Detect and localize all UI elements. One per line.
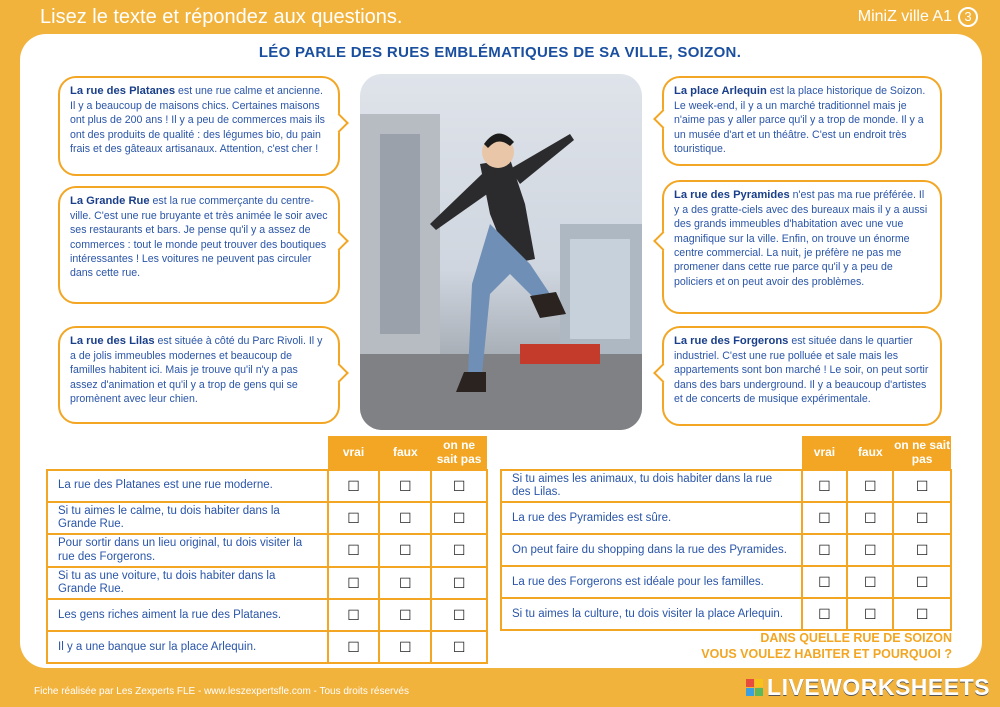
liveworksheets-brand: LIVEWORKSHEETS bbox=[767, 674, 990, 700]
checkbox-on-ne-sait-pas[interactable]: ☐ bbox=[431, 502, 487, 534]
bubble-forgerons-text: est située dans le quartier industriel. C'est une rue polluée et sale mais les appartements sont bon marché ! Le soir, on peut sortir dans des bars underground. Il y a beaucoup d'artistes et de concerts de musique expérimentale. bbox=[674, 335, 929, 405]
bubble-lilas-name: La rue des Lilas bbox=[70, 335, 155, 347]
bubble-grande-rue bbox=[58, 186, 340, 304]
photo-illustration bbox=[360, 74, 642, 430]
checkbox-on-ne-sait-pas[interactable]: ☐ bbox=[431, 534, 487, 566]
question-text: Si tu aimes la culture, tu dois visiter la place Arlequin. bbox=[501, 598, 802, 630]
final-question-line2: VOUS VOULEZ HABITER ET POURQUOI ? bbox=[701, 647, 952, 662]
checkbox-faux[interactable]: ☐ bbox=[379, 470, 431, 502]
checkbox-on-ne-sait-pas[interactable]: ☐ bbox=[893, 502, 951, 534]
checkbox-vrai[interactable]: ☐ bbox=[328, 599, 380, 631]
checkbox-faux[interactable]: ☐ bbox=[847, 566, 893, 598]
checkbox-vrai[interactable]: ☐ bbox=[328, 470, 380, 502]
checkbox-vrai[interactable]: ☐ bbox=[328, 534, 380, 566]
table-left bbox=[46, 436, 488, 664]
checkbox-on-ne-sait-pas[interactable]: ☐ bbox=[893, 470, 951, 502]
checkbox-faux[interactable]: ☐ bbox=[379, 599, 431, 631]
checkbox-on-ne-sait-pas[interactable]: ☐ bbox=[431, 599, 487, 631]
final-question bbox=[701, 630, 952, 663]
checkbox-vrai[interactable]: ☐ bbox=[802, 534, 848, 566]
table-row bbox=[501, 470, 951, 502]
table-row bbox=[47, 502, 487, 534]
bubble-platanes bbox=[58, 76, 340, 176]
table-row bbox=[47, 534, 487, 566]
footer-credit: Fiche réalisée par Les Zexperts FLE - www.leszexpertsfle.com - Tous droits réservés bbox=[34, 686, 409, 697]
bubble-platanes-name: La rue des Platanes bbox=[70, 85, 176, 97]
checkbox-on-ne-sait-pas[interactable]: ☐ bbox=[893, 598, 951, 630]
checkbox-vrai[interactable]: ☐ bbox=[328, 631, 380, 663]
bubble-pyramides bbox=[662, 180, 942, 314]
bubble-forgerons-name: La rue des Forgerons bbox=[674, 335, 789, 347]
worksheet-code bbox=[858, 7, 978, 27]
table-row bbox=[501, 566, 951, 598]
worksheet-code-label: MiniZ ville A1 bbox=[857, 8, 952, 25]
photo-leo bbox=[360, 74, 642, 430]
checkbox-faux[interactable]: ☐ bbox=[847, 502, 893, 534]
bubble-lilas bbox=[58, 326, 340, 424]
table-row bbox=[501, 502, 951, 534]
final-question-line1: DANS QUELLE RUE DE SOIZON bbox=[760, 631, 952, 645]
table-row bbox=[47, 567, 487, 599]
table-row bbox=[47, 470, 487, 502]
question-text: On peut faire du shopping dans la rue des Pyramides. bbox=[501, 534, 802, 566]
liveworksheets-logo-icon bbox=[746, 679, 763, 696]
table-row bbox=[501, 534, 951, 566]
question-text: Les gens riches aiment la rue des Platanes. bbox=[47, 599, 328, 631]
bubble-arlequin-text: est la place historique de Soizon. Le week-end, il y a un marché traditionnel mais je n'aime pas y aller parce qu'il y a trop de monde. Il y a un musée d'art et un théâtre. C'est un endroit très touristique. bbox=[674, 85, 926, 155]
question-text: Si tu aimes les animaux, tu dois habiter dans la rue des Lilas. bbox=[501, 470, 802, 502]
bubble-pyramides-name: La rue des Pyramides bbox=[674, 189, 790, 201]
bubble-platanes-text: est une rue calme et ancienne. Il y a beaucoup de maisons chics. Certaines maisons ont plus de 200 ans ! Il y a peu de commerces mais ils ont des produits de qualité : des légumes bio, du pain frais et des gâteaux artisanaux. Attention, c'est cher ! bbox=[70, 85, 325, 155]
bubble-grande-rue-text: est la rue commerçante du centre-ville. C'est une rue bruyante et très animée le soir avec ses restaurants et bars. Je pense qu'il y a assez de commerces : tout le monde peut trouver des boutiques intéressantes ! Les voitures ne peuvent pas circuler dans cette rue. bbox=[70, 195, 328, 280]
question-text: La rue des Platanes est une rue moderne. bbox=[47, 470, 328, 502]
table-row bbox=[47, 599, 487, 631]
bubble-grande-rue-name: La Grande Rue bbox=[70, 195, 150, 207]
question-text: Si tu as une voiture, tu dois habiter dans la Grande Rue. bbox=[47, 567, 328, 599]
checkbox-on-ne-sait-pas[interactable]: ☐ bbox=[431, 567, 487, 599]
checkbox-on-ne-sait-pas[interactable]: ☐ bbox=[893, 566, 951, 598]
checkbox-on-ne-sait-pas[interactable]: ☐ bbox=[431, 631, 487, 663]
question-text: Si tu aimes le calme, tu dois habiter dans la Grande Rue. bbox=[47, 502, 328, 534]
checkbox-vrai[interactable]: ☐ bbox=[802, 598, 848, 630]
question-text: Il y a une banque sur la place Arlequin. bbox=[47, 631, 328, 663]
col-on-ne-sait-pas: on ne sait pas bbox=[893, 436, 951, 470]
checkbox-vrai[interactable]: ☐ bbox=[802, 470, 848, 502]
instruction-heading: Lisez le texte et répondez aux questions. bbox=[40, 6, 403, 28]
checkbox-faux[interactable]: ☐ bbox=[379, 567, 431, 599]
checkbox-faux[interactable]: ☐ bbox=[379, 502, 431, 534]
checkbox-on-ne-sait-pas[interactable]: ☐ bbox=[893, 534, 951, 566]
bubble-arlequin-name: La place Arlequin bbox=[674, 85, 767, 97]
checkbox-faux[interactable]: ☐ bbox=[847, 470, 893, 502]
checkbox-vrai[interactable]: ☐ bbox=[802, 566, 848, 598]
bubble-forgerons bbox=[662, 326, 942, 426]
checkbox-vrai[interactable]: ☐ bbox=[328, 567, 380, 599]
checkbox-faux[interactable]: ☐ bbox=[379, 631, 431, 663]
checkbox-faux[interactable]: ☐ bbox=[379, 534, 431, 566]
page-title: LÉO PARLE DES RUES EMBLÉMATIQUES DE SA VILLE, SOIZON. bbox=[258, 44, 742, 61]
table-row bbox=[501, 598, 951, 630]
col-vrai: vrai bbox=[328, 436, 380, 470]
worksheet-number-badge: 3 bbox=[958, 7, 978, 27]
checkbox-faux[interactable]: ☐ bbox=[847, 598, 893, 630]
question-text: La rue des Forgerons est idéale pour les familles. bbox=[501, 566, 802, 598]
liveworksheets-logo bbox=[746, 674, 990, 701]
col-vrai: vrai bbox=[802, 436, 848, 470]
col-faux: faux bbox=[847, 436, 893, 470]
bubble-arlequin bbox=[662, 76, 942, 166]
bubble-pyramides-text: n'est pas ma rue préférée. Il y a des gratte-ciels avec des bureaux mais il y a aussi des grands immeubles d'habitation avec une vue magnifique sur la ville. Enfin, on trouve un énorme centre commercial. La nuit, je préfère ne pas me promener dans cette rue parce qu'il y a peu de policiers et on peut avoir des problèmes. bbox=[674, 189, 928, 288]
question-text: La rue des Pyramides est sûre. bbox=[501, 502, 802, 534]
checkbox-on-ne-sait-pas[interactable]: ☐ bbox=[431, 470, 487, 502]
table-row bbox=[47, 631, 487, 663]
question-text: Pour sortir dans un lieu original, tu dois visiter la rue des Forgerons. bbox=[47, 534, 328, 566]
bubble-lilas-text: est située à côté du Parc Rivoli. Il y a de jolis immeubles modernes et beaucoup de familles habitent ici. Mais je trouve qu'il n'y a pas assez d'animation et qu'il y a trop de gens qui se promènent avec leur chien. bbox=[70, 335, 323, 405]
col-on-ne-sait-pas: on ne sait pas bbox=[431, 436, 487, 470]
checkbox-faux[interactable]: ☐ bbox=[847, 534, 893, 566]
table-right bbox=[500, 436, 952, 631]
col-faux: faux bbox=[379, 436, 431, 470]
checkbox-vrai[interactable]: ☐ bbox=[328, 502, 380, 534]
checkbox-vrai[interactable]: ☐ bbox=[802, 502, 848, 534]
